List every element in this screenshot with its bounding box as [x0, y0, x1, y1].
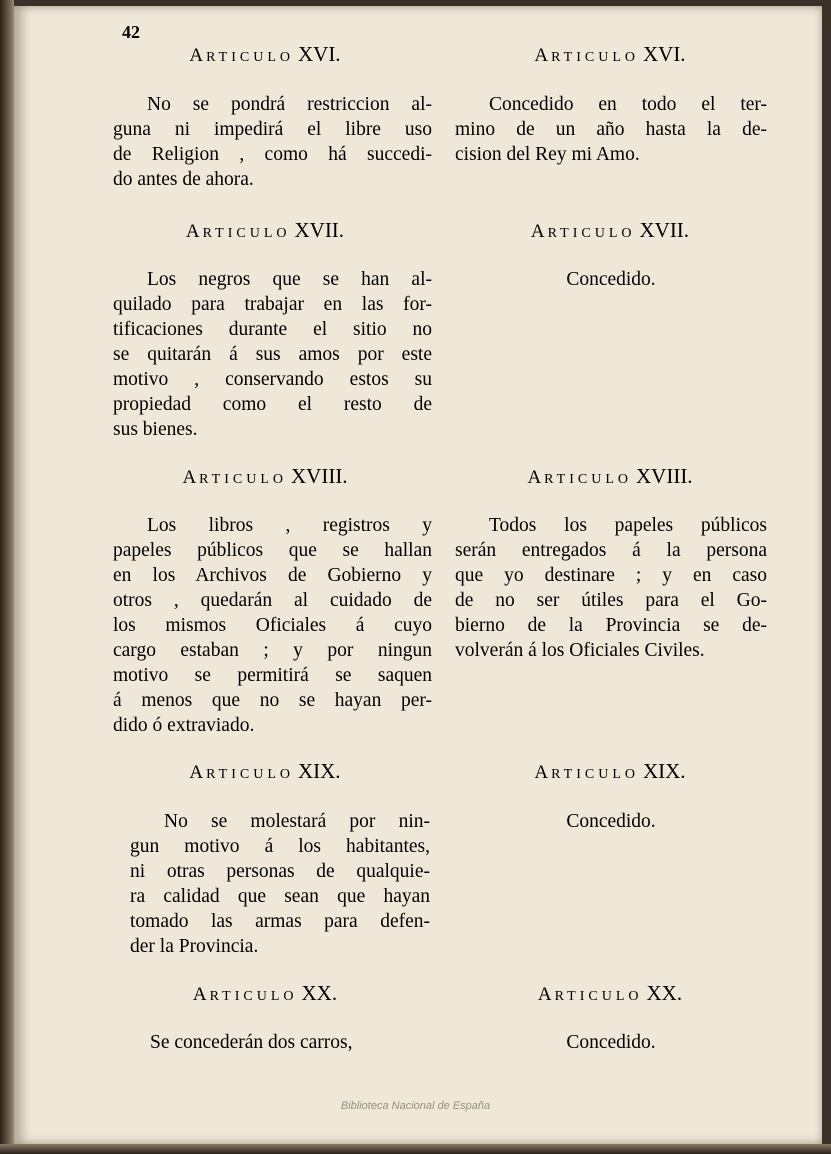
article-text-right: [455, 92, 767, 167]
text-line: Todos los papeles públicos: [489, 515, 767, 536]
text-line: serán entregados á la persona: [455, 540, 767, 561]
article-heading-left: ARTICULO XIX.: [189, 759, 341, 783]
text-line: á menos que no se hayan per-: [113, 690, 432, 711]
text-line: de no ser útiles para el Go-: [455, 590, 767, 611]
article-text-left: [130, 809, 430, 959]
text-line: sus bienes.: [113, 419, 198, 440]
article-text-left: [113, 513, 432, 738]
article-heading-left: ARTICULO XVIII.: [182, 464, 348, 488]
library-watermark: Biblioteca Nacional de España: [340, 1100, 491, 1112]
text-line: Los negros que se han al-: [147, 269, 432, 290]
text-line: tomado las armas para defen-: [130, 911, 430, 932]
page-number: 42: [122, 22, 140, 42]
text-line: gun motivo á los habitantes,: [130, 836, 430, 857]
text-line: motivo se permitirá se saquen: [113, 665, 432, 686]
text-line: que yo destinare ; y en caso: [455, 565, 767, 586]
text-line: volverán á los Oficiales Civiles.: [455, 640, 705, 661]
text-line: otros , quedarán al cuidado de: [113, 590, 432, 611]
article-text-right: [455, 1030, 767, 1055]
article-text-left: [113, 92, 432, 192]
text-line: cargo estaban ; y por ningun: [113, 640, 432, 661]
text-line: los mismos Oficiales á cuyo: [113, 615, 432, 636]
text-line: ra calidad que sean que hayan: [130, 886, 430, 907]
article-text-right: [455, 513, 767, 663]
article-heading-right: ARTICULO XVII.: [530, 218, 690, 242]
article-heading-right: ARTICULO XX.: [537, 981, 683, 1005]
text-line: mino de un año hasta la de-: [455, 119, 767, 140]
article-text-left: [150, 1030, 430, 1055]
text-line: Concedido en todo el ter-: [489, 94, 767, 115]
text-line: Concedido.: [566, 269, 656, 290]
article-text-right: [455, 809, 767, 834]
text-line: der la Provincia.: [130, 936, 259, 957]
text-line: Concedido.: [566, 1032, 656, 1053]
text-line: dido ó extraviado.: [113, 715, 255, 736]
text-line: Los libros , registros y: [147, 515, 432, 536]
text-line: motivo , conservando estos su: [113, 369, 432, 390]
book-spine-shadow: [0, 0, 14, 1154]
text-line: No se pondrá restriccion al-: [147, 94, 432, 115]
text-line: quilado para trabajar en las for-: [113, 294, 432, 315]
text-line: cision del Rey mi Amo.: [455, 144, 640, 165]
text-line: ni otras personas de qualquie-: [130, 861, 430, 882]
text-line: propiedad como el resto de: [113, 394, 432, 415]
text-line: tificaciones durante el sitio no: [113, 319, 432, 340]
text-line: en los Archivos de Gobierno y: [113, 565, 432, 586]
article-heading-right: ARTICULO XVIII.: [527, 464, 693, 488]
article-text-left: [113, 267, 432, 442]
article-heading-right: ARTICULO XIX.: [534, 759, 686, 783]
article-heading-left: ARTICULO XX.: [192, 981, 338, 1005]
text-line: se quitarán á sus amos por este: [113, 344, 432, 365]
text-line: do antes de ahora.: [113, 169, 254, 190]
text-line: Se concederán dos carros,: [150, 1032, 353, 1053]
article-heading-left: ARTICULO XVII.: [185, 218, 345, 242]
article-text-right: [455, 267, 767, 292]
text-line: de Religion , como há succedi-: [113, 144, 432, 165]
page-bottom-edge: [0, 1144, 831, 1154]
text-line: guna ni impedirá el libre uso: [113, 119, 432, 140]
article-heading-left: ARTICULO XVI.: [189, 42, 341, 66]
text-line: No se molestará por nin-: [164, 811, 430, 832]
text-line: papeles públicos que se hallan: [113, 540, 432, 561]
article-heading-right: ARTICULO XVI.: [534, 42, 686, 66]
text-line: bierno de la Provincia se de-: [455, 615, 767, 636]
text-line: Concedido.: [566, 811, 656, 832]
